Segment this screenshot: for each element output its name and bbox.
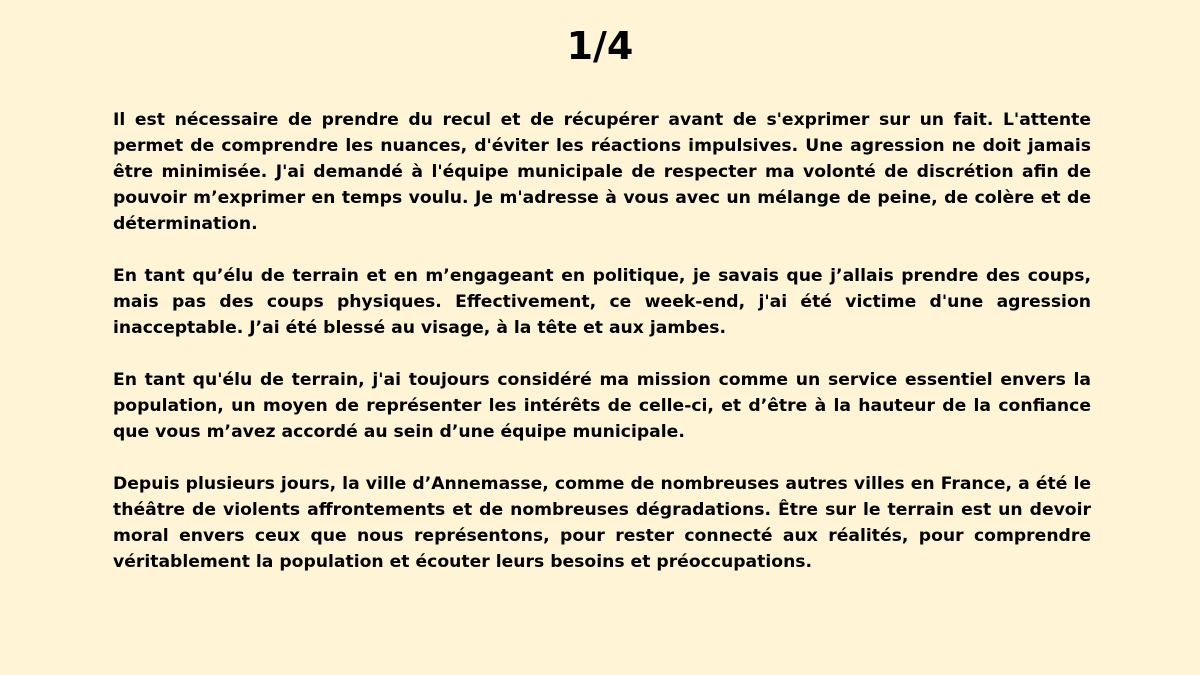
- paragraph-2: En tant qu’élu de terrain et en m’engageant en politique, je savais que j’allais prendre des coups, mais pas des coups physiques. Effectivement, ce week-end, j'ai été victime d'une agression inacceptable. J’ai été blessé au visage, à la tête et aux jambes.: [113, 266, 1091, 338]
- statement-body: [113, 107, 1091, 575]
- paragraph-3: En tant qu'élu de terrain, j'ai toujours considéré ma mission comme un service essentiel envers la population, un moyen de représenter les intérêts de celle-ci, et d’être à la hauteur de la confiance que vous m’avez accordé au sein d’une équipe municipale.: [113, 370, 1091, 442]
- paragraph-4: Depuis plusieurs jours, la ville d’Annemasse, comme de nombreuses autres villes en France, a été le théâtre de violents affrontements et de nombreuses dégradations. Être sur le terrain est un devoir moral envers ceux que nous représentons, pour rester connecté aux réalités, pour comprendre véritablement la population et écouter leurs besoins et préoccupations.: [113, 474, 1091, 572]
- page-number: 1/4: [566, 24, 634, 68]
- paragraph-1: Il est nécessaire de prendre du recul et de récupérer avant de s'exprimer sur un fait. L'attente permet de comprendre les nuances, d'éviter les réactions impulsives. Une agression ne doit jamais être minimisée. J'ai demandé à l'équipe municipale de respecter ma volonté de discrétion afin de pouvoir m’exprimer en temps voulu. Je m'adresse à vous avec un mélange de peine, de colère et de détermination.: [113, 110, 1091, 234]
